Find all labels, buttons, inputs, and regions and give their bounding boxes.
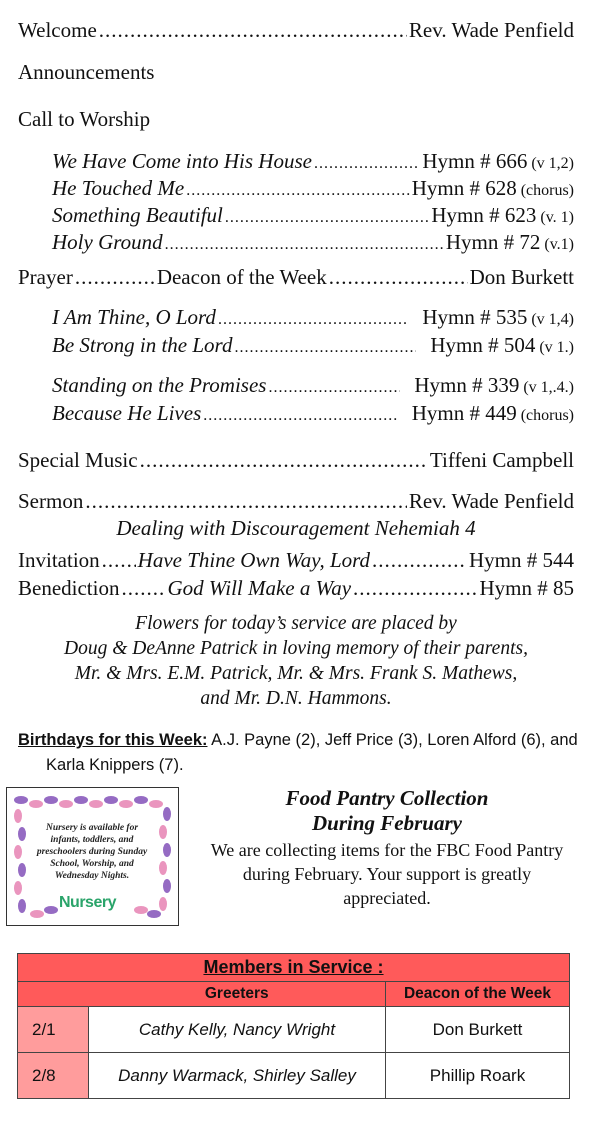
announcements: Announcements xyxy=(18,60,155,84)
hymn-title: Something Beautiful xyxy=(52,203,223,227)
hymn-title: I Am Thine, O Lord xyxy=(52,305,216,329)
hymn-line xyxy=(52,373,574,398)
hymn-verse: (v. 1) xyxy=(540,209,574,226)
invitation-line xyxy=(18,548,574,573)
hymn-number: Hymn # 504 xyxy=(430,333,536,357)
leader-dots xyxy=(218,311,408,329)
invitation-hymn: Hymn # 544 xyxy=(469,548,574,572)
invitation-label: Invitation xyxy=(18,548,100,572)
table-row xyxy=(18,1053,570,1099)
leader-dots xyxy=(353,576,477,601)
leader-dots xyxy=(102,548,136,573)
flowers-note xyxy=(18,611,574,711)
sermon-line xyxy=(18,489,574,514)
leader-dots xyxy=(203,407,397,425)
hymn-verse: (v 1.) xyxy=(539,339,574,356)
hymn-verse: (v 1,4) xyxy=(531,311,574,328)
flowers-line: Doug & DeAnne Patrick in loving memory of their parents, xyxy=(64,638,528,659)
leader-dots xyxy=(314,155,420,173)
welcome-label: Welcome xyxy=(18,18,97,42)
table-title: Members in Service : xyxy=(18,954,570,982)
column-header-deacon: Deacon of the Week xyxy=(386,982,570,1007)
hymn-line xyxy=(52,333,574,358)
prayer-label: Prayer xyxy=(18,265,73,289)
prayer-line xyxy=(18,265,574,290)
date-cell: 2/1 xyxy=(18,1007,89,1053)
deacon-cell: Don Burkett xyxy=(386,1007,570,1053)
hymn-title: Holy Ground xyxy=(52,230,163,254)
leader-dots xyxy=(372,548,467,573)
pantry-title-2: During February xyxy=(312,811,462,835)
birthdays-section xyxy=(18,728,601,778)
deacon-cell: Phillip Roark xyxy=(386,1053,570,1099)
leader-dots xyxy=(140,448,428,473)
flowers-line: and Mr. D.N. Hammons. xyxy=(200,688,392,709)
hymn-verse: (chorus) xyxy=(520,182,574,199)
benediction-title: God Will Make a Way xyxy=(167,576,352,600)
hymn-number: Hymn # 535 xyxy=(422,305,528,329)
hymn-verse: (chorus) xyxy=(520,407,574,424)
nursery-text: Nursery is available for infants, toddlers, and preschoolers during Sunday School, Worship, and Wednesday Nights. xyxy=(36,823,148,881)
leader-dots xyxy=(186,182,409,200)
special-music-label: Special Music xyxy=(18,448,138,472)
leader-dots xyxy=(75,265,155,290)
members-in-service-table xyxy=(17,953,570,1099)
table-row xyxy=(18,1007,570,1053)
hymn-number: Hymn # 449 xyxy=(411,401,517,425)
hymn-line xyxy=(52,305,574,330)
sermon-label: Sermon xyxy=(18,489,84,513)
hymn-title: He Touched Me xyxy=(52,176,185,200)
nursery-logo: Nursery xyxy=(59,894,116,911)
leader-dots xyxy=(85,489,407,514)
hymn-title: Because He Lives xyxy=(52,401,202,425)
special-music-line xyxy=(18,448,574,473)
column-header-greeters: Greeters xyxy=(89,982,386,1007)
nursery-graphic xyxy=(6,787,179,926)
flowers-line: Flowers for today’s service are placed by xyxy=(135,613,457,634)
food-pantry-notice xyxy=(198,786,576,910)
prayer-middle: Deacon of the Week xyxy=(156,265,327,289)
prayer-leader: Don Burkett xyxy=(469,265,574,289)
hymn-number: Hymn # 339 xyxy=(414,373,520,397)
welcome-line xyxy=(18,18,574,43)
leader-dots xyxy=(329,265,468,290)
special-music-leader: Tiffeni Campbell xyxy=(429,448,574,472)
leader-dots xyxy=(268,379,400,397)
leader-dots xyxy=(234,339,416,357)
birthdays-label: Birthdays for this Week: xyxy=(18,731,208,749)
sermon-subtitle: Dealing with Discouragement Nehemiah 4 xyxy=(116,516,476,540)
hymn-verse: (v 1,.4.) xyxy=(523,379,574,396)
hymn-number: Hymn # 72 xyxy=(445,230,541,254)
hymn-line xyxy=(52,149,574,174)
hymn-number: Hymn # 666 xyxy=(422,149,528,173)
leader-dots xyxy=(165,236,444,254)
date-cell: 2/8 xyxy=(18,1053,89,1099)
benediction-label: Benediction xyxy=(18,576,120,600)
hymn-line xyxy=(52,203,574,228)
invitation-title: Have Thine Own Way, Lord xyxy=(137,548,371,572)
leader-dots xyxy=(121,576,165,601)
greeters-cell: Danny Warmack, Shirley Salley xyxy=(89,1053,386,1099)
sermon-leader: Rev. Wade Penfield xyxy=(408,489,574,513)
hymn-line xyxy=(52,401,574,426)
pantry-body: We are collecting items for the FBC Food Pantry during February. Your support is greatly appreciated. xyxy=(210,840,564,908)
hymn-number: Hymn # 623 xyxy=(431,203,537,227)
welcome-leader: Rev. Wade Penfield xyxy=(408,18,574,42)
call-to-worship: Call to Worship xyxy=(18,107,151,131)
hymn-title: Be Strong in the Lord xyxy=(52,333,233,357)
hymn-number: Hymn # 628 xyxy=(411,176,517,200)
greeters-cell: Cathy Kelly, Nancy Wright xyxy=(89,1007,386,1053)
hymn-title: Standing on the Promises xyxy=(52,373,267,397)
hymn-title: We Have Come into His House xyxy=(52,149,312,173)
flowers-line: Mr. & Mrs. E.M. Patrick, Mr. & Mrs. Frank S. Mathews, xyxy=(74,663,518,684)
leader-dots xyxy=(225,209,429,227)
hymn-verse: (v 1,2) xyxy=(531,155,574,172)
column-header-date xyxy=(18,982,89,1007)
pantry-title-1: Food Pantry Collection xyxy=(285,786,489,810)
hymn-line xyxy=(52,230,574,255)
birthdays-text: A.J. Payne (2), Jeff Price (3), Loren Alford (6), and Karla Knippers (7). xyxy=(46,731,578,774)
benediction-hymn: Hymn # 85 xyxy=(479,576,574,600)
hymn-line xyxy=(52,176,574,201)
hymn-verse: (v.1) xyxy=(544,236,574,253)
leader-dots xyxy=(99,18,407,43)
benediction-line xyxy=(18,576,574,601)
